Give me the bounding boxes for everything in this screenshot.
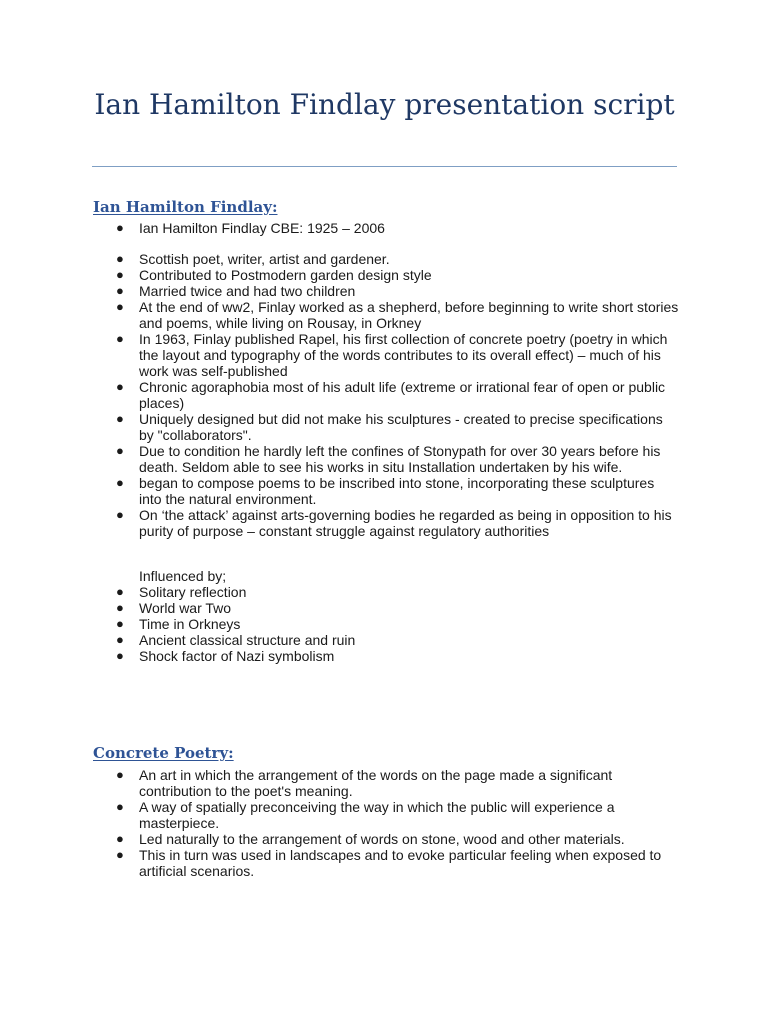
list-item: ● Led naturally to the arrangement of words on stone, wood and other materials. — [116, 831, 625, 847]
influenced-by-label: Influenced by; — [139, 568, 227, 584]
concrete-poetry-list — [0, 767, 768, 879]
list-item: ● Solitary reflection — [116, 584, 247, 600]
list-item: ● This in turn was used in landscapes and to evoke particular feeling when exposed to artificial scenarios. — [116, 847, 662, 879]
bullet-icon: ● — [116, 251, 124, 266]
bullet-icon: ● — [116, 475, 124, 490]
list-item: ● Chronic agoraphobia most of his adult life (extreme or irrational fear of open or public places) — [116, 379, 666, 411]
bullet-icon: ● — [116, 632, 124, 647]
list-item: ● Ian Hamilton Findlay CBE: 1925 – 2006 — [116, 220, 385, 236]
bullet-icon: ● — [116, 220, 124, 235]
bullet-icon: ● — [116, 299, 124, 314]
list-item: ● At the end of ww2, Finlay worked as a shepherd, before beginning to write short stories and poems, while living on Rousay, in Orkney — [116, 299, 679, 331]
bullet-icon: ● — [116, 600, 124, 615]
list-item: ● Married twice and had two children — [116, 283, 356, 299]
bullet-icon: ● — [116, 648, 124, 663]
page-title: Ian Hamilton Findlay presentation script — [94, 88, 675, 121]
list-item: ● Shock factor of Nazi symbolism — [116, 648, 335, 664]
influences-list — [0, 584, 768, 664]
list-item: ● Uniquely designed but did not make his sculptures - created to precise specifications by "collaborators". — [116, 411, 663, 443]
list-item: ● An art in which the arrangement of the words on the page made a significant contribution to the poet's meaning. — [116, 767, 613, 799]
bullet-icon: ● — [116, 283, 124, 298]
bullet-icon: ● — [116, 331, 124, 346]
bullet-icon: ● — [116, 799, 124, 814]
list-item: ● In 1963, Finlay published Rapel, his first collection of concrete poetry (poetry in which the layout and typography of the words contributes to its overall effect) – much of his work was self-published — [116, 331, 668, 379]
list-item: ● began to compose poems to be inscribed into stone, incorporating these sculptures into the natural environment. — [116, 475, 655, 507]
biography-list — [0, 251, 768, 539]
title-divider — [92, 166, 677, 167]
list-item: ● World war Two — [116, 600, 232, 616]
bullet-icon: ● — [116, 267, 124, 282]
section-heading-ian-hamilton-findlay: Ian Hamilton Findlay: — [93, 198, 278, 216]
bullet-icon: ● — [116, 584, 124, 599]
list-item: ● On ‘the attack’ against arts-governing bodies he regarded as being in opposition to his purity of purpose – constant struggle against regulatory authorities — [116, 507, 672, 539]
bullet-icon: ● — [116, 379, 124, 394]
bullet-icon: ● — [116, 443, 124, 458]
bullet-icon: ● — [116, 507, 124, 522]
section-heading-concrete-poetry: Concrete Poetry: — [93, 744, 234, 762]
bullet-icon: ● — [116, 767, 124, 782]
bullet-icon: ● — [116, 831, 124, 846]
list-item: ● A way of spatially preconceiving the way in which the public will experience a masterpiece. — [116, 799, 615, 831]
bullet-icon: ● — [116, 616, 124, 631]
list-item: ● Due to condition he hardly left the confines of Stonypath for over 30 years before his death. Seldom able to see his works in situ Installation undertaken by his wife. — [116, 443, 661, 475]
list-item: ● Contributed to Postmodern garden design style — [116, 267, 432, 283]
list-item: ● Ancient classical structure and ruin — [116, 632, 356, 648]
bullet-icon: ● — [116, 411, 124, 426]
bullet-icon: ● — [116, 847, 124, 862]
list-item: ● Scottish poet, writer, artist and gardener. — [116, 251, 390, 267]
intro-list — [0, 220, 768, 236]
list-item: ● Time in Orkneys — [116, 616, 241, 632]
